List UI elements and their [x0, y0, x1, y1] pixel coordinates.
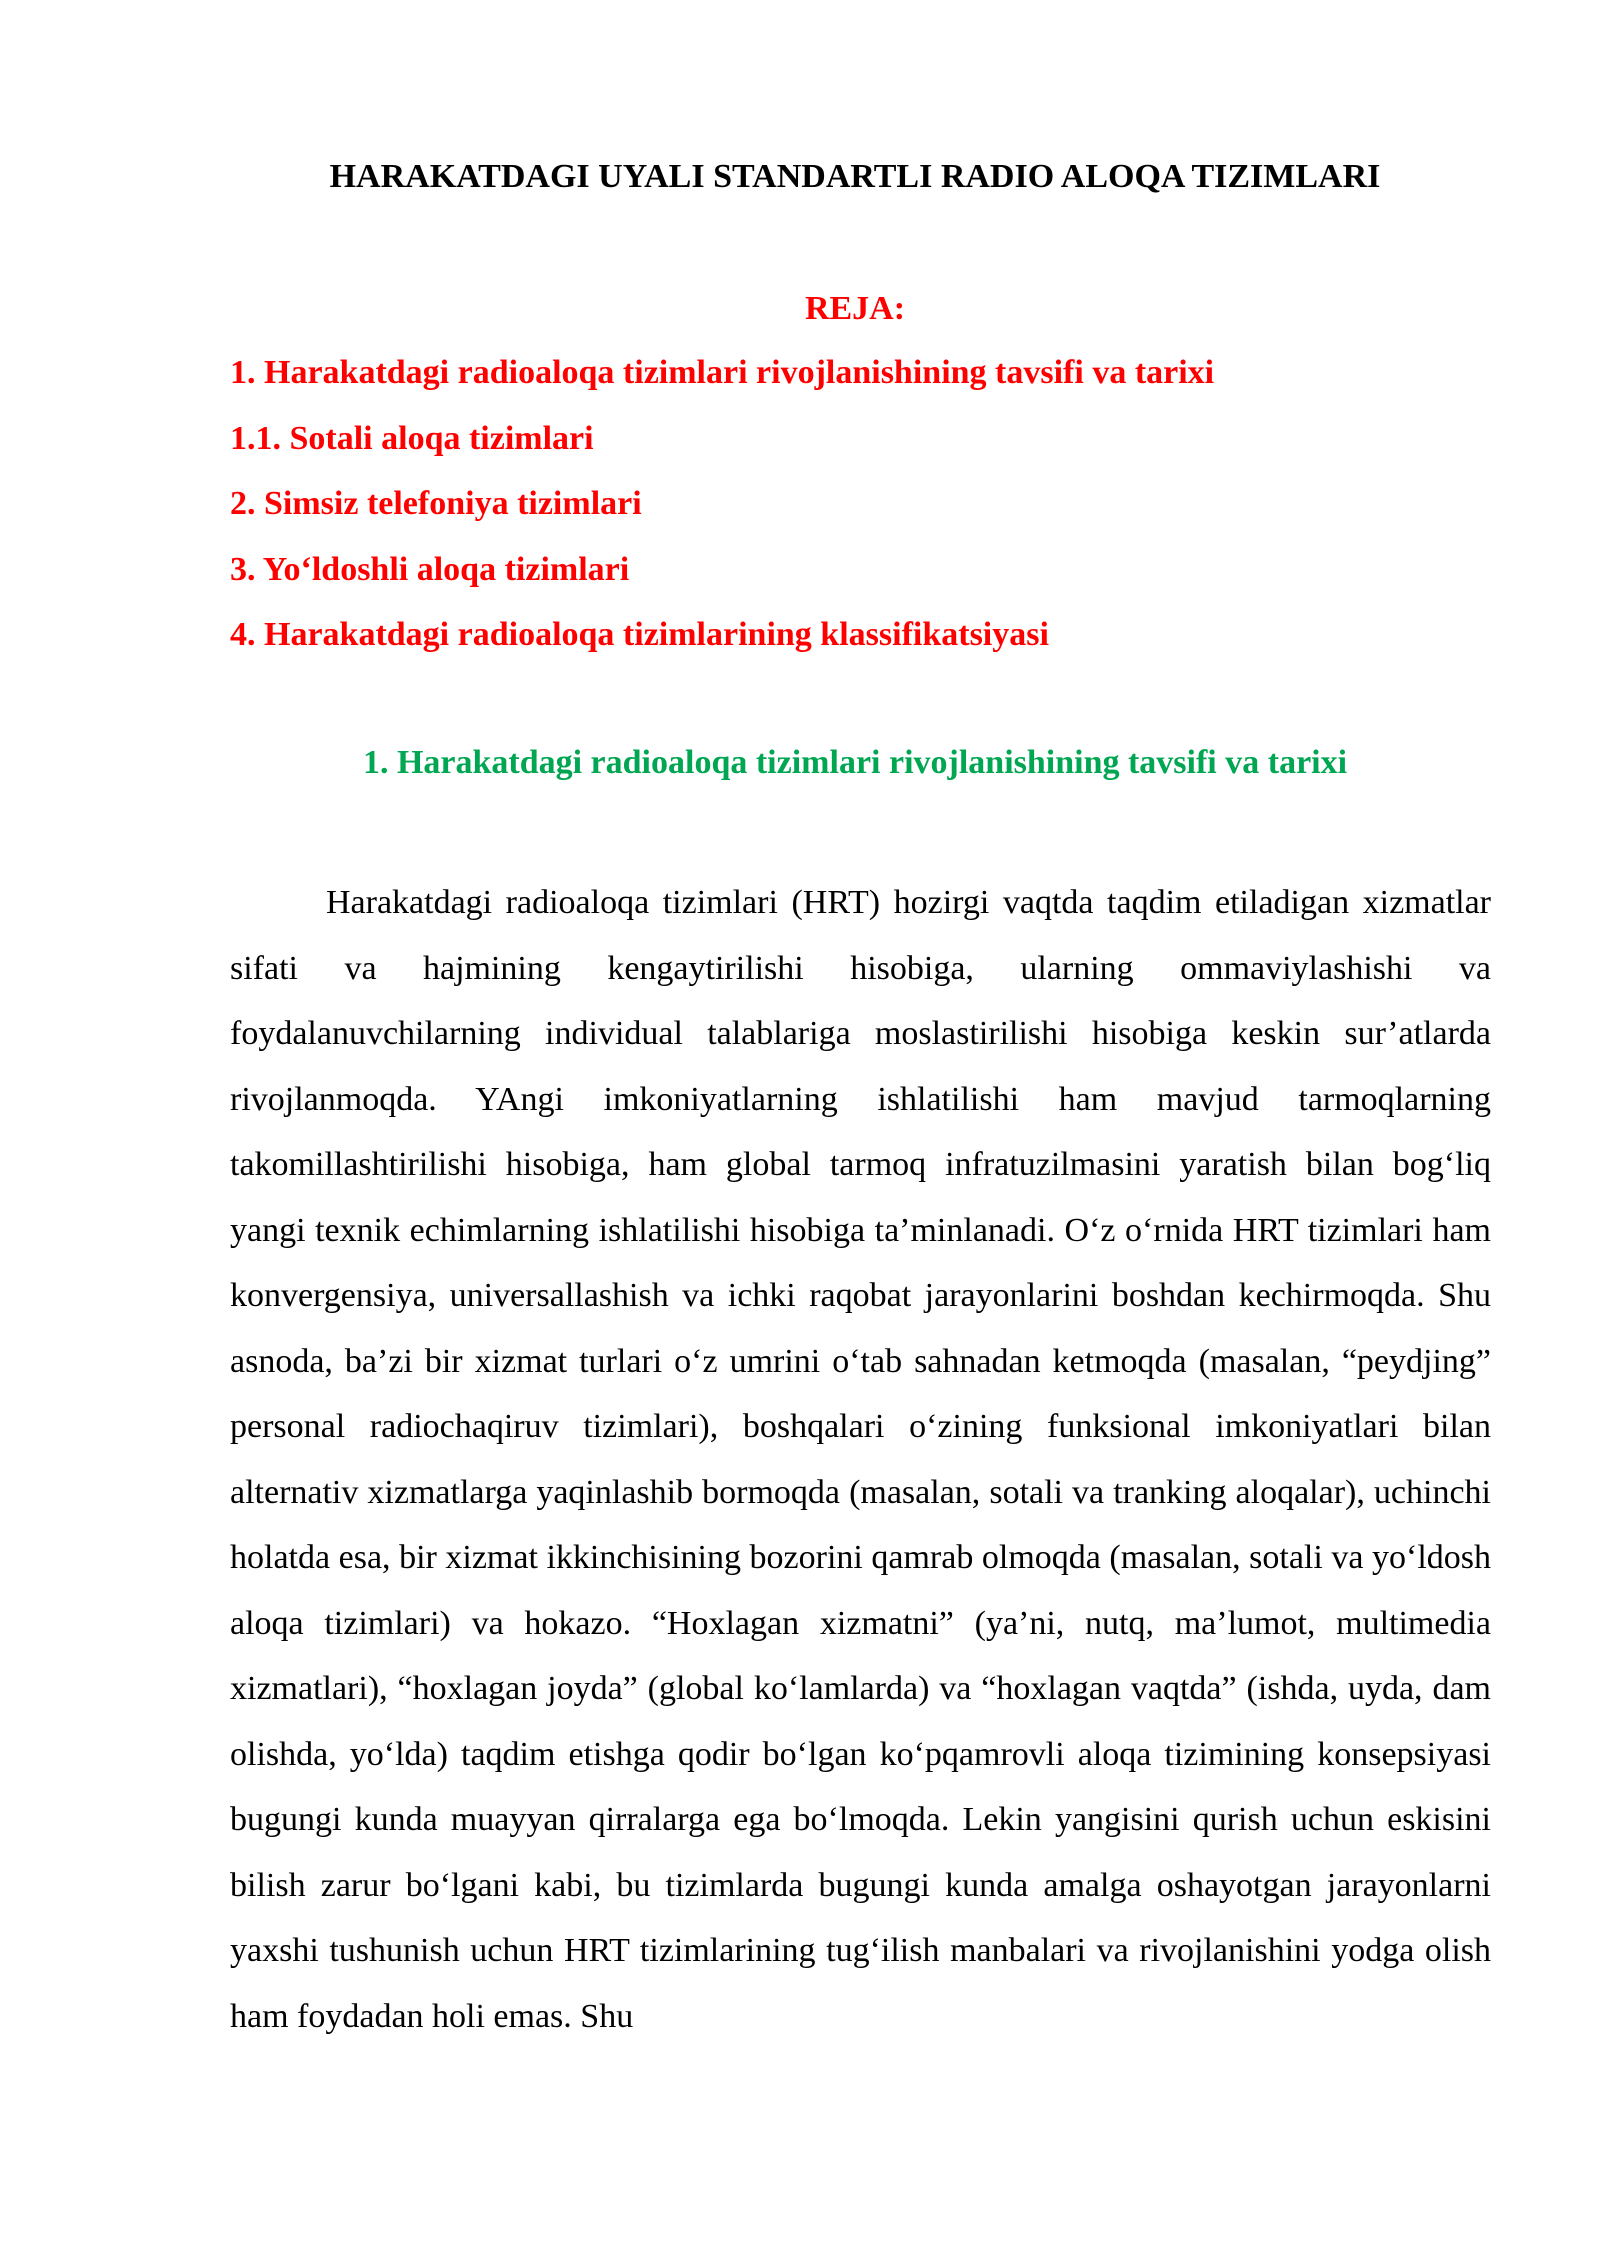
- plan-item: 1.1. Sotali aloqa tizimlari: [230, 419, 594, 457]
- plan-list: [230, 350, 1480, 678]
- plan-item: 4. Harakatdagi radioaloqa tizimlarining klassifikatsiyasi: [230, 616, 1049, 653]
- body-paragraph: Harakatdagi radioaloqa tizimlari (HRT) hozirgi vaqtda taqdim etiladigan xizmatlar sifati va hajmining kengaytirilishi hisobiga, ularning ommaviylashishi va foydalanuvchilarning individual talablariga moslastirilishi hisobiga keskin sur’atlarda rivojlanmoqda. YAngi imkoniyatlarning ishlatilishi ham mavjud tarmoqlarning takomillashtirilishi hisobiga, ham global tarmoq infratuzilmasini yaratish bilan bog‘liq yangi texnik echimlarning ishlatilishi hisobiga ta’minlanadi. O‘z o‘rnida HRT tizimlari ham konvergensiya, universallashish va ichki raqobat jarayonlarini boshdan kechirmoqda. Shu asnoda, ba’zi bir xizmat turlari o‘z umrini o‘tab sahnadan ketmoqda (masalan, “peydjing” personal radiochaqiruv tizimlari), boshqalari o‘zining funksional imkoniyatlari bilan alternativ xizmatlarga yaqinlashib bormoqda (masalan, sotali va tranking aloqalar), uchinchi holatda esa, bir xizmat ikkinchisining bozorini qamrab olmoqda (masalan, sotali va yo‘ldosh aloqa tizimlari) va hokazo. “Hoxlagan xizmatni” (ya’ni, nutq, ma’lumot, multimedia xizmatlari), “hoxlagan joyda” (global ko‘lamlarda) va “hoxlagan vaqtda” (ishda, uyda, dam olishda, yo‘lda) taqdim etishga qodir bo‘lgan ko‘pqamrovli aloqa tizimining konsepsiyasi bugungi kunda muayyan qirralarga ega bo‘lmoqda. Lekin yangisini qurish uchun eskisini bilish zarur bo‘lgani kabi, bu tizimlarda bugungi kunda amalga oshayotgan jarayonlarni yaxshi tushunish uchun HRT tizimlarining tug‘ilish manbalari va rivojlanishini yodga olish ham foydadan holi emas. Shu: [230, 884, 1491, 2035]
- plan-item: 3. Yo‘ldoshli aloqa tizimlari: [230, 550, 630, 588]
- plan-item: 2. Simsiz telefoniya tizimlari: [230, 485, 642, 522]
- document-title: HARAKATDAGI UYALI STANDARTLI RADIO ALOQA TIZIMLARI: [329, 158, 1381, 195]
- section-heading: 1. Harakatdagi radioaloqa tizimlari rivojlanishining tavsifi va tarixi: [362, 744, 1348, 781]
- plan-heading: REJA:: [804, 290, 906, 327]
- plan-item: 1. Harakatdagi radioaloqa tizimlari rivojlanishining tavsifi va tarixi: [230, 354, 1215, 391]
